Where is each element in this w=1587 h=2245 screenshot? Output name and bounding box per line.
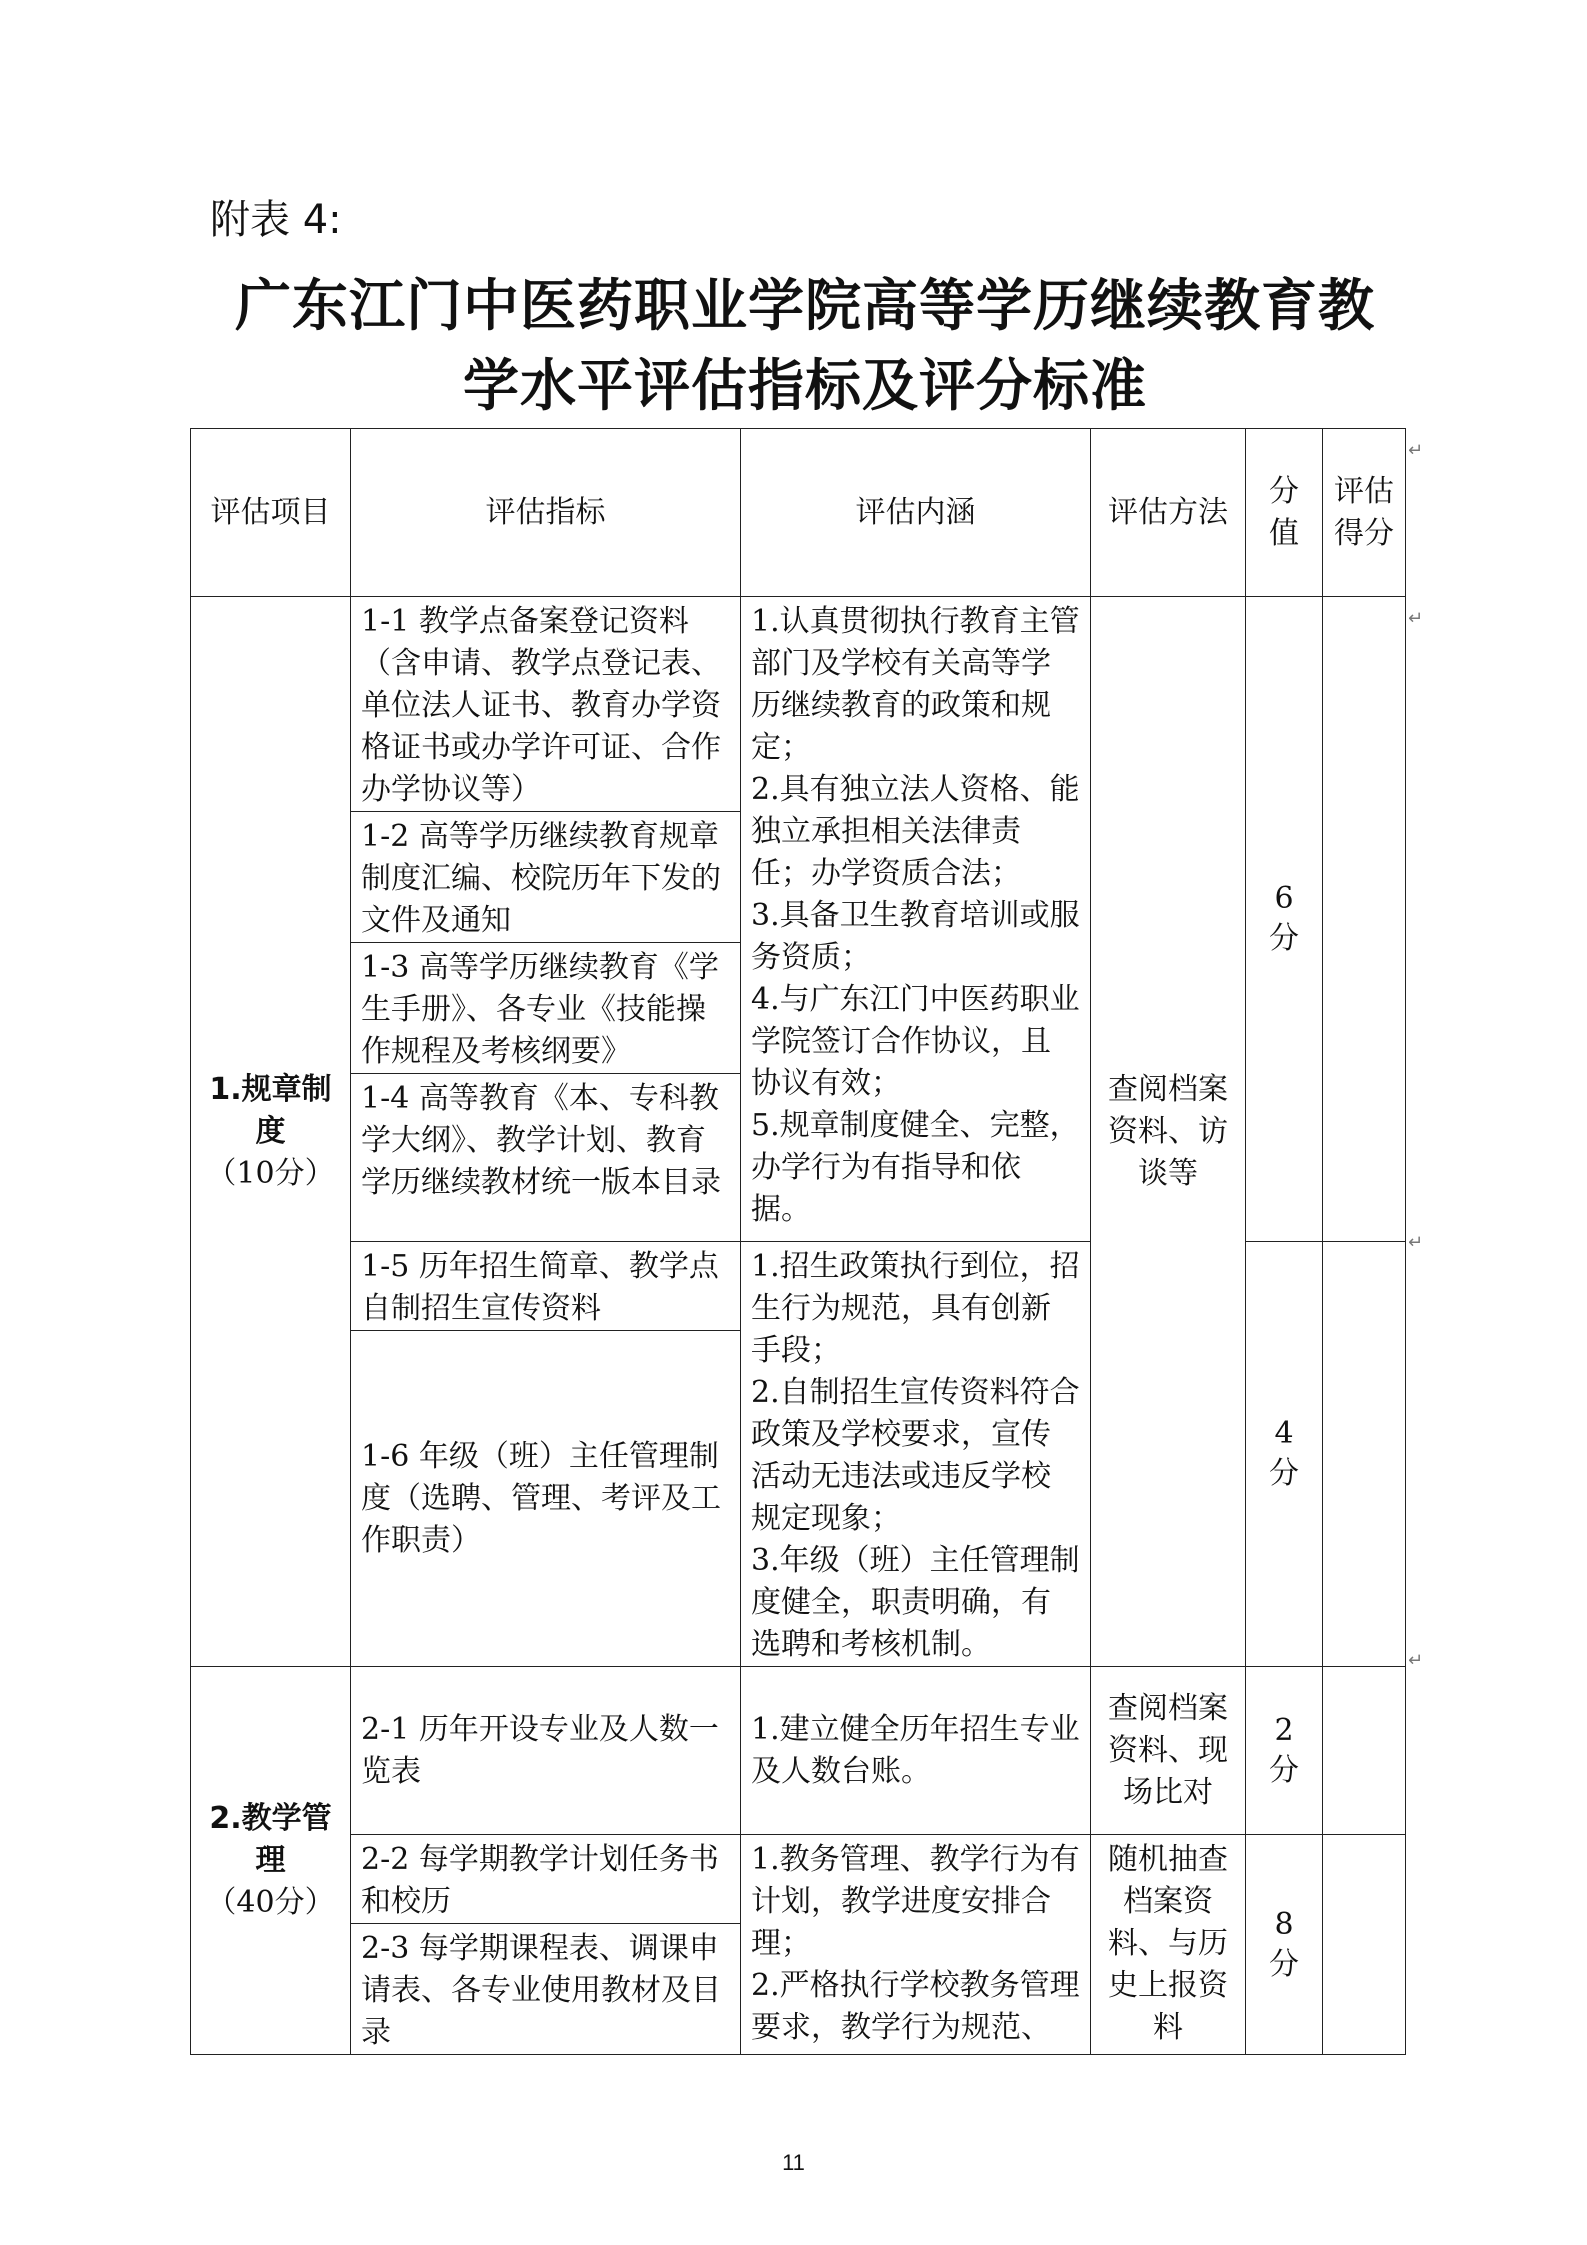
paragraph-mark-icon: ↵ — [1408, 1232, 1424, 1253]
method-cell-1: 查阅档案资料、访谈等 — [1091, 597, 1246, 1667]
indicator-2-1: 2-1 历年开设专业及人数一览表 — [351, 1667, 741, 1835]
content-cell-1a: 1.认真贯彻执行教育主管部门及学校有关高等学历继续教育的政策和规定； 2.具有独立法人资格、能独立承担相关法律责任；办学资质合法； 3.具备卫生教育培训或服务资质； 4.与广东江门中医药职业学院签订合作协议，且协议有效； 5.规章制度健全、完整，办学行为有指导和依据。 — [741, 597, 1091, 1242]
content-cell-2a: 1.建立健全历年招生专业及人数台账。 — [741, 1667, 1091, 1835]
header-content: 评估内涵 — [741, 429, 1091, 597]
table-row — [191, 597, 1406, 812]
project-name: 2.教学管理 — [209, 1800, 332, 1878]
document-title-line1: 广东江门中医药职业学院高等学历继续教育教 — [235, 274, 1375, 339]
header-method: 评估方法 — [1091, 429, 1246, 597]
result-cell-1a — [1323, 597, 1406, 1242]
project-points: （10分） — [206, 1155, 335, 1191]
indicator-1-5: 1-5 历年招生简章、教学点自制招生宣传资料 — [351, 1242, 741, 1331]
page-number: 11 — [782, 2150, 805, 2175]
project-cell-1 — [191, 597, 351, 1667]
header-project: 评估项目 — [191, 429, 351, 597]
method-cell-2b: 随机抽查档案资料、与历史上报资料 — [1091, 1835, 1246, 2055]
indicator-1-4: 1-4 高等教育《本、专科教学大纲》、教学计划、教育学历继续教材统一版本目录 — [351, 1074, 741, 1242]
header-indicator: 评估指标 — [351, 429, 741, 597]
score-cell-2b: 8 分 — [1246, 1835, 1323, 2055]
annex-label: 附表 4: — [210, 197, 342, 243]
result-cell-2b — [1323, 1835, 1406, 2055]
score-cell-1a: 6 分 — [1246, 597, 1323, 1242]
indicator-1-6: 1-6 年级（班）主任管理制度（选聘、管理、考评及工作职责） — [351, 1331, 741, 1667]
indicator-1-1: 1-1 教学点备案登记资料（含申请、教学点登记表、单位法人证书、教育办学资格证书或办学许可证、合作办学协议等） — [351, 597, 741, 812]
paragraph-mark-icon: ↵ — [1408, 1650, 1424, 1671]
table-row — [191, 1667, 1406, 1835]
evaluation-table — [190, 428, 1406, 2055]
header-score: 分值 — [1246, 429, 1323, 597]
method-cell-2a: 查阅档案资料、现场比对 — [1091, 1667, 1246, 1835]
document-title-line2: 学水平评估指标及评分标准 — [463, 354, 1147, 419]
paragraph-mark-icon: ↵ — [1408, 440, 1424, 461]
table-row — [191, 1835, 1406, 1924]
score-cell-1b: 4 分 — [1246, 1242, 1323, 1667]
paragraph-mark-icon: ↵ — [1408, 608, 1424, 629]
project-cell-2 — [191, 1667, 351, 2055]
indicator-2-2: 2-2 每学期教学计划任务书和校历 — [351, 1835, 741, 1924]
indicator-1-3: 1-3 高等学历继续教育《学生手册》、各专业《技能操作规程及考核纲要》 — [351, 943, 741, 1074]
indicator-1-2: 1-2 高等学历继续教育规章制度汇编、校院历年下发的文件及通知 — [351, 812, 741, 943]
score-cell-2a: 2 分 — [1246, 1667, 1323, 1835]
indicator-2-3: 2-3 每学期课程表、调课申请表、各专业使用教材及目录 — [351, 1924, 741, 2055]
result-cell-1b — [1323, 1242, 1406, 1667]
header-result: 评估得分 — [1323, 429, 1406, 597]
table-header-row — [191, 429, 1406, 597]
content-cell-1b: 1.招生政策执行到位，招生行为规范，具有创新手段； 2.自制招生宣传资料符合政策及学校要求，宣传活动无违法或违反学校规定现象； 3.年级（班）主任管理制度健全，职责明确，有选聘和考核机制。 — [741, 1242, 1091, 1667]
content-cell-2b: 1.教务管理、教学行为有计划，教学进度安排合理； 2.严格执行学校教务管理要求，教学行为规范、 — [741, 1835, 1091, 2055]
project-points: （40分） — [206, 1884, 335, 1920]
result-cell-2a — [1323, 1667, 1406, 1835]
project-name: 1.规章制度 — [209, 1071, 332, 1149]
